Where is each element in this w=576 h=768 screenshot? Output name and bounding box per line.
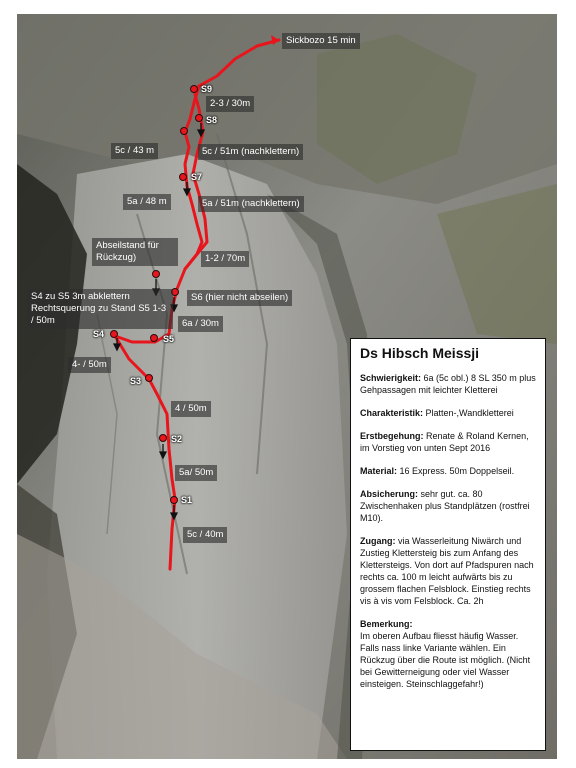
pitch-label: 5c / 43 m [111, 143, 158, 159]
pitch-label: 5a / 51m (nachklettern) [198, 196, 304, 212]
station-s1 [171, 497, 178, 504]
pitch-label: 6a / 30m [178, 316, 223, 332]
station-abseil [153, 271, 160, 278]
station-s4 [111, 331, 118, 338]
station-label: S2 [171, 434, 183, 444]
station-s8 [196, 115, 203, 122]
station-label: S4 [93, 329, 105, 339]
station-label: S1 [181, 495, 193, 505]
station-label: S8 [206, 115, 218, 125]
pitch-label: 5c / 40m [183, 527, 227, 543]
info-material: Material: 16 Express. 50m Doppelseil. [360, 466, 515, 476]
station-s7 [180, 174, 187, 181]
route-info-box [350, 338, 546, 751]
station-s9 [191, 86, 198, 93]
station-s2 [160, 435, 167, 442]
abseil-note: Abseilstand für Rückzug) [92, 238, 178, 266]
info-difficulty: Schwierigkeit: 6a (5c obl.) 8 SL 350 m plus Gehpassagen mit leichter Kletterei [360, 373, 536, 395]
station-s5 [151, 335, 158, 342]
info-approach: Zugang: via Wasserleitung Niwärch und Zustieg Klettersteig bis zum Anfang des Klettersteigs. Von dort auf Pfadspuren nach rechts ca. 100 m leicht aufwärts bis zu grossem flachen Felsblock. Einstieg rechts vis à vis vom Felsblock. Ca. 2h [360, 536, 534, 606]
station-s6-label: S6 (hier nicht abseilen) [187, 290, 292, 306]
station-label: S3 [130, 376, 142, 386]
station-label: S7 [191, 172, 203, 182]
pitch-label: 5a/ 50m [175, 465, 217, 481]
pitch-label: 4- / 50m [68, 357, 111, 373]
station-s8-left [181, 128, 188, 135]
pitch-label: 2-3 / 30m [206, 96, 254, 112]
traverse-note: S4 zu S5 3m abklettern Rechtsquerung zu Stand S5 1-3 / 50m [27, 289, 173, 329]
info-remarks: Bemerkung: Im oberen Aufbau fliesst häufig Wasser. Falls nass linke Variante wählen. Ein Rückzug über die Route ist möglich. (Nicht bei Gewitterneigung oder viel Wasser einsteigen. Steinschlaggefahr!) [360, 619, 531, 689]
station-label: S9 [201, 84, 213, 94]
pitch-label: 5c / 51m (nachklettern) [198, 144, 303, 160]
info-character: Charakteristik: Platten-,Wandkletterei [360, 408, 514, 418]
station-label: S5 [163, 334, 175, 344]
station-s3 [146, 375, 153, 382]
summit-label: Sickbozo 15 min [282, 33, 360, 49]
info-protection: Absicherung: sehr gut. ca. 80 Zwischenhaken plus Standplätzen (rostfrei M10). [360, 489, 530, 523]
pitch-label: 5a / 48 m [123, 194, 171, 210]
pitch-label: 1-2 / 70m [201, 251, 249, 267]
route-title: Ds Hibsch Meissji [360, 345, 480, 361]
pitch-label: 4 / 50m [171, 401, 211, 417]
info-first-ascent: Erstbegehung: Renate & Roland Kernen, im Vorstieg von unten Sept 2016 [360, 431, 529, 453]
